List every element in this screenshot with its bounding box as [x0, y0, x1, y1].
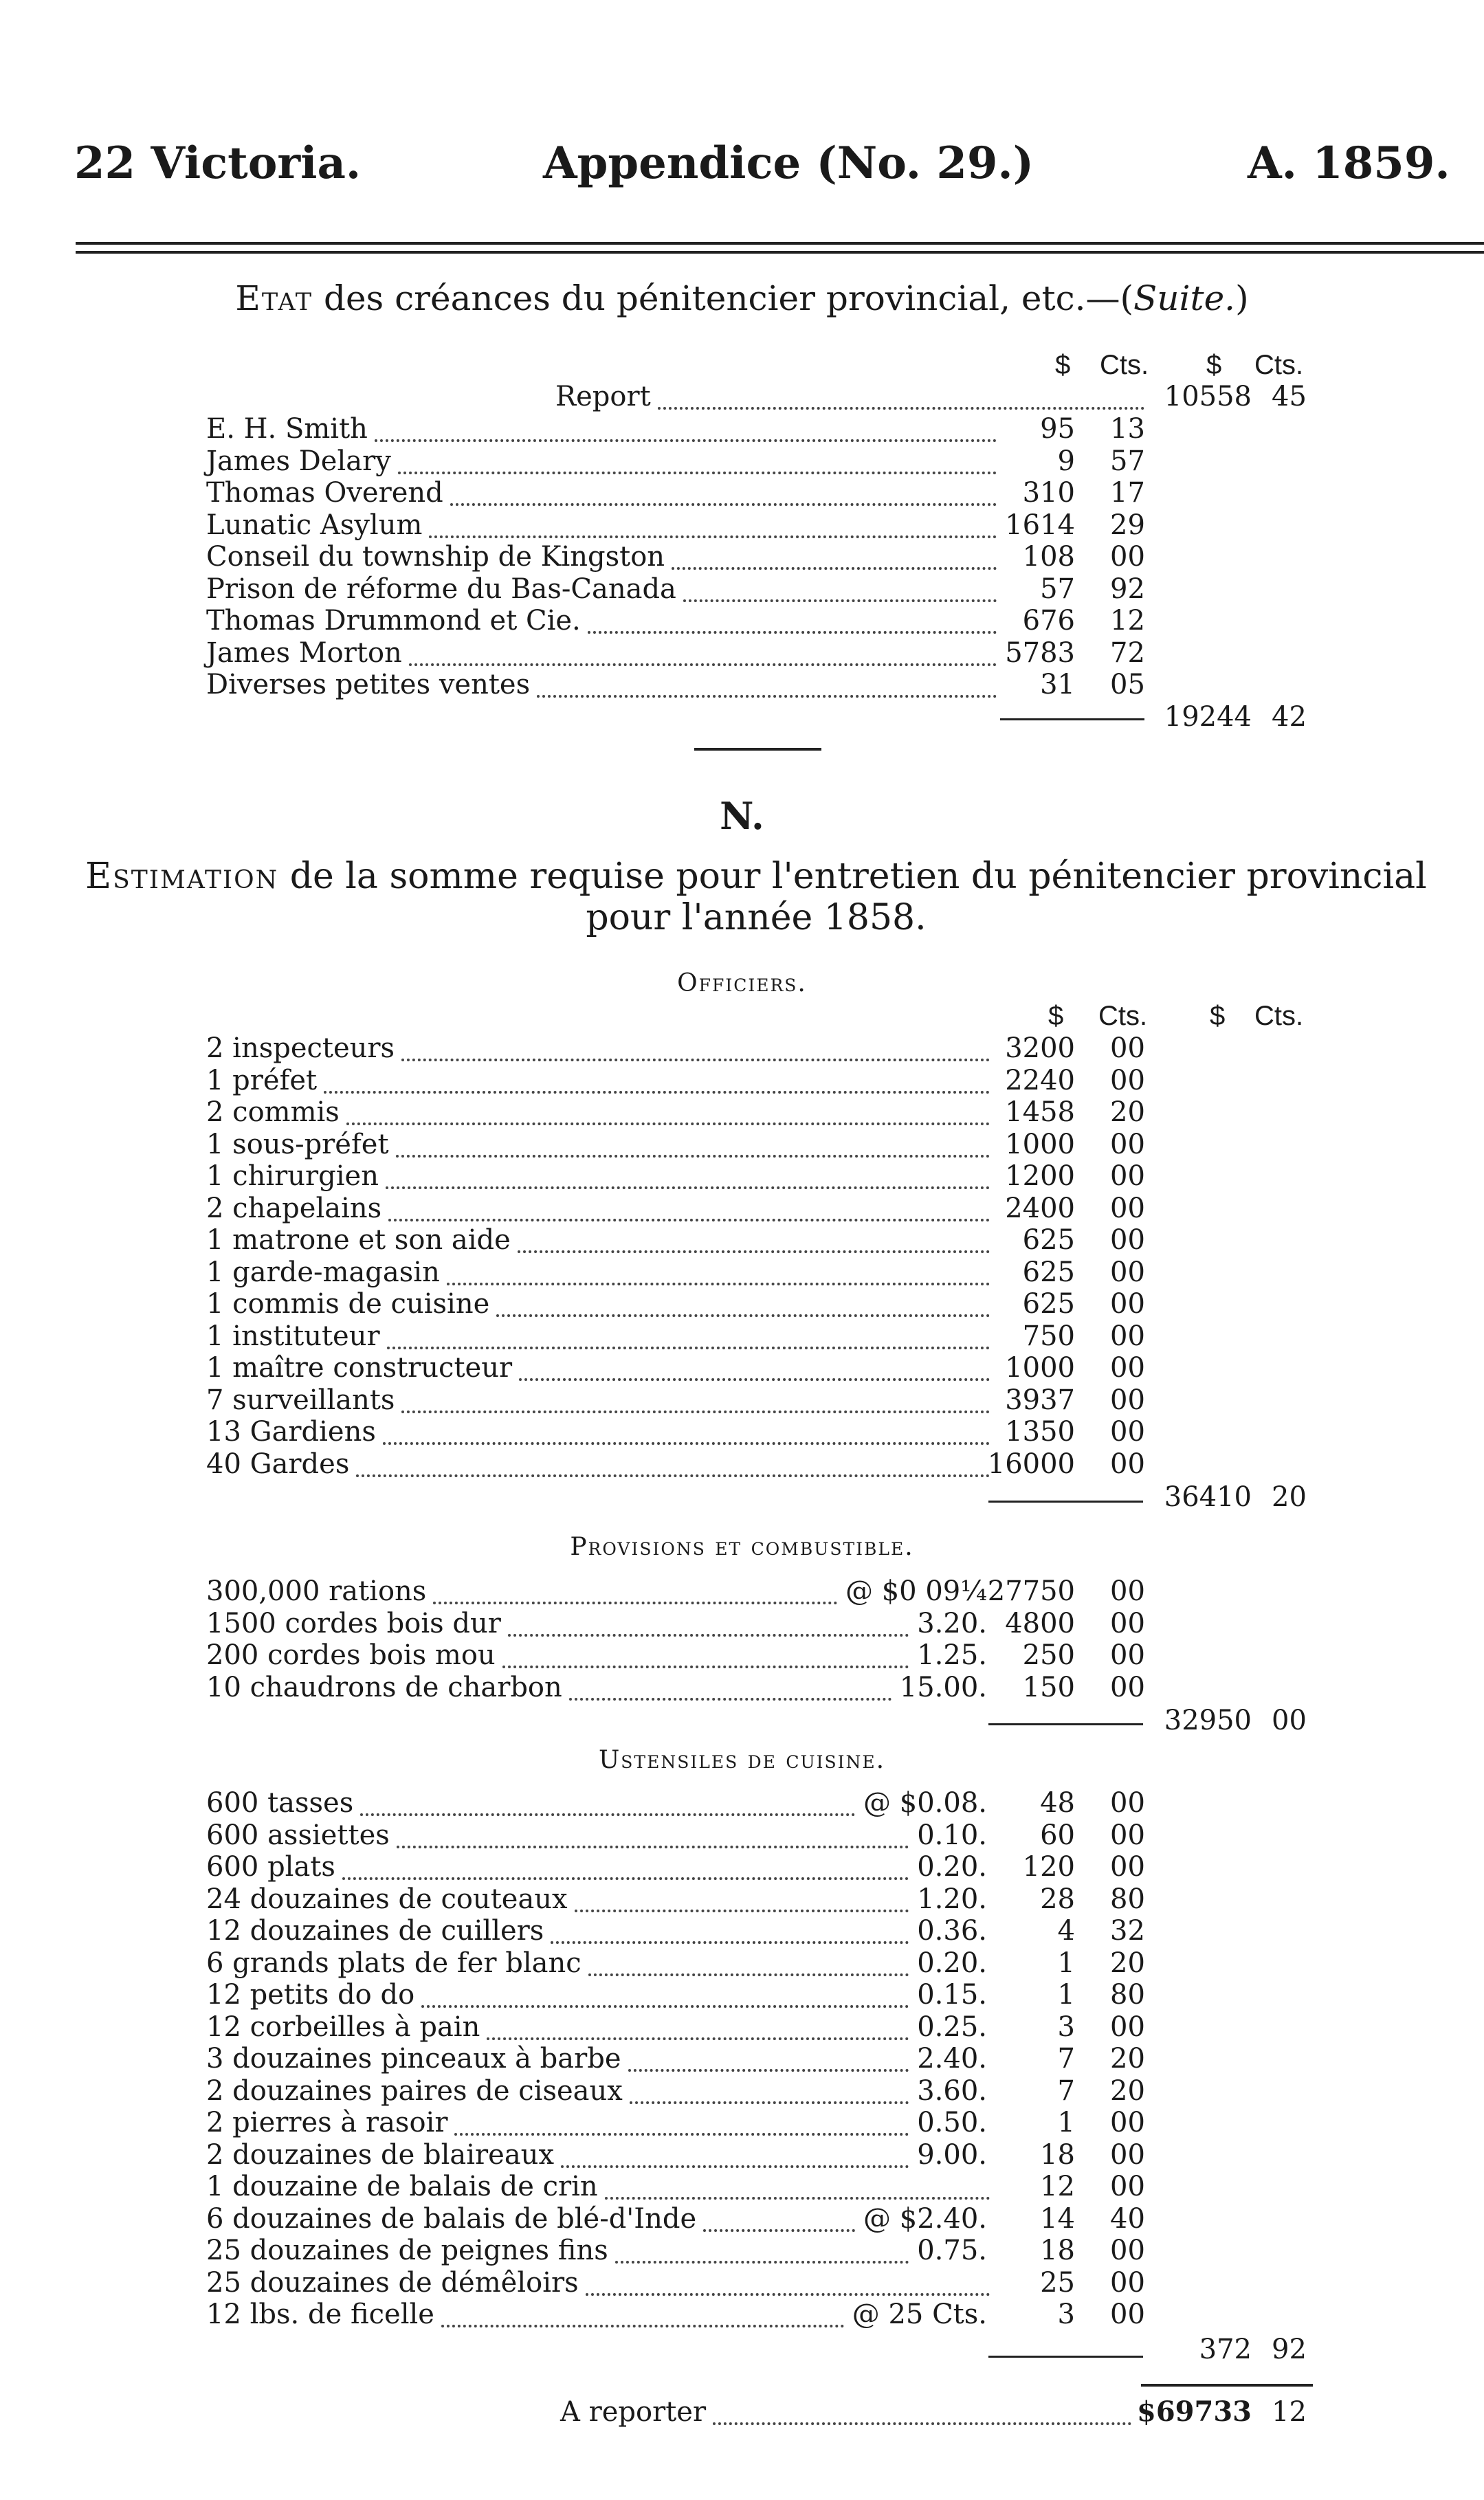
dot-leader	[508, 1627, 909, 1637]
dot-leader	[615, 2254, 909, 2264]
table-row	[0, 1416, 1484, 1448]
row-rate: @ $2.40.	[863, 2202, 987, 2235]
header-dollars: $	[1048, 1001, 1064, 1031]
row-label: 25 douzaines de peignes fins	[206, 2235, 608, 2266]
row-label: 1 maître constructeur	[206, 1352, 513, 1384]
row-dollars: 25	[1040, 2266, 1075, 2299]
dot-leader	[605, 2190, 990, 2200]
row-label: 13 Gardiens	[206, 1416, 376, 1448]
row-cents: 00	[1110, 1352, 1145, 1384]
table-row	[0, 1915, 1484, 1947]
table-row	[0, 1883, 1484, 1915]
table-row	[0, 605, 1484, 637]
dot-leader	[450, 496, 997, 506]
table-row	[0, 477, 1484, 509]
row-dollars: 676	[1022, 605, 1075, 637]
table-row	[0, 1448, 1484, 1480]
row-label: 24 douzaines de couteaux	[206, 1883, 568, 1915]
footer-row	[0, 2396, 1484, 2428]
header-dollars-total: $	[1210, 1001, 1226, 1031]
row-dollars: 3	[1057, 2011, 1075, 2043]
row-rate: 0.25.	[917, 2011, 987, 2043]
row-label: 7 surveillants	[206, 1384, 395, 1416]
row-dollars: 1	[1057, 1947, 1075, 1979]
row-cents: 00	[1110, 1384, 1145, 1416]
row-dollars: 28	[1040, 1883, 1075, 1915]
dot-leader	[346, 1116, 990, 1125]
row-rate: 3.20.	[917, 1607, 987, 1639]
row-dollars: 18	[1040, 2138, 1075, 2171]
row-rate: @ $0 09¼	[845, 1575, 987, 1607]
table-row	[0, 1384, 1484, 1416]
row-cents: 00	[1110, 1787, 1145, 1819]
row-dollars: 5783	[1005, 637, 1075, 669]
row-dollars: 250	[1022, 1639, 1075, 1671]
row-label: Lunatic Asylum	[206, 509, 423, 541]
row-cents: 80	[1110, 1883, 1145, 1915]
row-label: 6 douzaines de balais de blé-d'Inde	[206, 2202, 697, 2235]
table-row	[0, 1032, 1484, 1064]
row-dollars: 3	[1057, 2299, 1075, 2330]
table-row	[0, 2139, 1484, 2171]
row-label: 2 inspecteurs	[206, 1032, 395, 1064]
header-cents-total: Cts.	[1254, 350, 1304, 380]
dot-leader	[588, 624, 997, 634]
row-rate: 3.60.	[917, 2075, 987, 2107]
row-cents: 92	[1110, 573, 1145, 605]
row-cents: 29	[1110, 509, 1145, 541]
table-row	[0, 2171, 1484, 2202]
table-row	[0, 573, 1484, 605]
row-dollars: 625	[1022, 1288, 1075, 1320]
header-cents-total: Cts.	[1254, 1001, 1304, 1031]
row-dollars: 2400	[1005, 1192, 1075, 1224]
dot-leader	[551, 1934, 909, 1944]
row-cents: 00	[1110, 1320, 1145, 1352]
row-label: E. H. Smith	[206, 413, 368, 445]
subtotal-row	[0, 2334, 1484, 2365]
row-dollars: 1458	[1005, 1096, 1075, 1128]
row-label: Conseil du township de Kingston	[206, 541, 665, 573]
row-rate: @ 25 Cts.	[852, 2299, 987, 2330]
dot-leader	[487, 2031, 909, 2040]
row-dollars: 60	[1040, 1819, 1075, 1851]
table-row	[0, 2299, 1484, 2330]
row-dollars: 1200	[1005, 1160, 1075, 1192]
footer-label: A reporter	[560, 2396, 707, 2428]
row-label: Thomas Drummond et Cie.	[206, 605, 581, 637]
row-rate: 0.50.	[917, 2107, 987, 2138]
dot-leader	[630, 2094, 909, 2104]
row-rate: 0.75.	[917, 2235, 987, 2266]
row-dollars: 48	[1040, 1787, 1075, 1819]
row-label: 12 lbs. de ficelle	[206, 2299, 434, 2330]
row-label: 1 garde-magasin	[206, 1256, 440, 1288]
row-cents: 57	[1110, 445, 1145, 477]
row-label: 25 douzaines de démêloirs	[206, 2266, 579, 2299]
etat-title-lead: Etat	[235, 278, 313, 318]
row-dollars: 1	[1057, 2107, 1075, 2138]
dot-leader	[409, 656, 997, 666]
row-dollars: 120	[1022, 1851, 1075, 1883]
row-dollars: 16000	[987, 1448, 1075, 1480]
row-label: 600 tasses	[206, 1787, 354, 1819]
row-cents: 00	[1110, 1064, 1145, 1096]
row-cents: 00	[1110, 2138, 1145, 2171]
subtotal-cents: 92	[1272, 2334, 1307, 2365]
row-cents: 00	[1110, 1224, 1145, 1256]
report-dollars: 10558	[1164, 381, 1252, 412]
row-cents: 00	[1110, 1032, 1145, 1064]
row-dollars: 7	[1057, 2043, 1075, 2075]
row-dollars: 310	[1022, 477, 1075, 509]
dot-leader	[421, 1998, 909, 2008]
row-label: 10 chaudrons de charbon	[206, 1671, 562, 1703]
header-dollars: $	[1055, 350, 1071, 380]
table-row	[0, 2075, 1484, 2107]
row-cents: 00	[1110, 1851, 1145, 1883]
row-label: 1 préfet	[206, 1064, 318, 1096]
table-row	[0, 2203, 1484, 2235]
dot-leader	[537, 688, 997, 698]
table-row	[0, 1575, 1484, 1607]
row-label: 12 douzaines de cuillers	[206, 1915, 544, 1947]
dot-leader	[454, 2126, 909, 2136]
row-label: 2 pierres à rasoir	[206, 2107, 448, 2138]
table-row	[0, 2107, 1484, 2138]
dot-leader	[658, 400, 1144, 410]
column-headers	[0, 349, 1484, 381]
table-row	[0, 1288, 1484, 1320]
row-dollars: 18	[1040, 2235, 1075, 2266]
dot-leader	[672, 560, 997, 570]
dot-leader	[569, 1691, 891, 1701]
row-cents: 00	[1110, 1607, 1145, 1639]
row-label: 1 chirurgien	[206, 1160, 379, 1192]
footer-rule	[1141, 2384, 1313, 2387]
row-label: 2 chapelains	[206, 1192, 382, 1224]
row-cents: 13	[1110, 413, 1145, 445]
row-dollars: 1000	[1005, 1352, 1075, 1384]
header-dollars-total: $	[1206, 350, 1222, 380]
dot-leader	[360, 1806, 855, 1816]
row-label: Thomas Overend	[206, 477, 443, 509]
report-row	[0, 381, 1484, 412]
row-rate: 0.20.	[917, 1947, 987, 1979]
dot-leader	[429, 529, 997, 538]
row-label: 2 douzaines de blaireaux	[206, 2138, 554, 2171]
ustensiles-heading: Ustensiles de cuisine.	[598, 1746, 886, 1774]
row-rate: 0.20.	[917, 1851, 987, 1883]
etat-title	[0, 278, 1484, 318]
dot-leader	[588, 1967, 909, 1976]
dot-leader	[356, 1468, 990, 1477]
row-dollars: 27750	[987, 1575, 1075, 1607]
dot-leader	[703, 2222, 855, 2232]
row-dollars: 9	[1057, 445, 1075, 477]
row-dollars: 4800	[1005, 1607, 1075, 1639]
table-row	[0, 1193, 1484, 1224]
row-cents: 00	[1110, 2011, 1145, 2043]
row-cents: 00	[1110, 1575, 1145, 1607]
table-row	[0, 1129, 1484, 1160]
row-label: 12 corbeilles à pain	[206, 2011, 480, 2043]
subtotal-cents: 00	[1272, 1705, 1307, 1736]
dot-leader	[386, 1180, 990, 1189]
row-cents: 00	[1110, 1416, 1145, 1448]
table-row	[0, 1065, 1484, 1096]
table-row	[0, 1672, 1484, 1703]
row-rate: 0.15.	[917, 1979, 987, 2011]
row-dollars: 14	[1040, 2202, 1075, 2235]
dot-leader	[502, 1659, 909, 1668]
row-label: 1 matrone et son aide	[206, 1224, 511, 1256]
dot-leader	[519, 1371, 990, 1381]
row-cents: 20	[1110, 2075, 1145, 2107]
table-row	[0, 509, 1484, 541]
row-cents: 00	[1110, 1639, 1145, 1671]
table-row	[0, 1639, 1484, 1671]
dot-leader	[398, 465, 997, 474]
row-cents: 00	[1110, 2171, 1145, 2202]
header-appendix: Appendice (No. 29.)	[543, 137, 1034, 189]
table-row	[0, 669, 1484, 700]
row-rate: 2.40.	[917, 2043, 987, 2075]
table-row	[0, 1851, 1484, 1883]
report-label: Report	[555, 381, 651, 412]
table-row	[0, 1320, 1484, 1352]
row-dollars: 31	[1040, 669, 1075, 700]
row-cents: 72	[1110, 637, 1145, 669]
row-label: 12 petits do do	[206, 1979, 415, 2011]
row-cents: 17	[1110, 477, 1145, 509]
header-cents: Cts.	[1100, 350, 1149, 380]
row-dollars: 95	[1040, 413, 1075, 445]
row-cents: 12	[1110, 605, 1145, 637]
row-dollars: 1614	[1005, 509, 1075, 541]
row-label: 200 cordes bois mou	[206, 1639, 496, 1671]
header-rule-bottom	[76, 251, 1484, 254]
dot-leader	[401, 1404, 990, 1413]
row-label: 1 sous-préfet	[206, 1128, 389, 1160]
row-label: 1 commis de cuisine	[206, 1288, 490, 1320]
subtotal-row	[0, 1705, 1484, 1736]
table-row	[0, 2235, 1484, 2266]
table-row	[0, 541, 1484, 573]
row-rate: 1.25.	[917, 1639, 987, 1671]
row-dollars: 3200	[1005, 1032, 1075, 1064]
estimation-title-text: de la somme requise pour l'entretien du pénitencier provincial pour l'année 1858.	[278, 856, 1427, 938]
header-year: A. 1859.	[1248, 137, 1450, 189]
table-row	[0, 1257, 1484, 1288]
row-dollars: 1000	[1005, 1128, 1075, 1160]
subtotal-row	[0, 1481, 1484, 1513]
row-dollars: 150	[1022, 1671, 1075, 1703]
officiers-heading: Officiers.	[677, 969, 807, 997]
row-dollars: 625	[1022, 1256, 1075, 1288]
footer-cents: 12	[1272, 2396, 1307, 2428]
dot-leader	[342, 1870, 909, 1880]
table-row	[0, 2011, 1484, 2043]
row-cents: 00	[1110, 1192, 1145, 1224]
row-label: Prison de réforme du Bas-Canada	[206, 573, 676, 605]
etat-title-text: des créances du pénitencier provincial, etc.—(	[313, 278, 1134, 318]
row-dollars: 625	[1022, 1224, 1075, 1256]
header-rule-top	[76, 242, 1484, 245]
row-cents: 00	[1110, 1160, 1145, 1192]
row-cents: 32	[1110, 1915, 1145, 1947]
row-dollars: 1350	[1005, 1416, 1075, 1448]
row-cents: 00	[1110, 2107, 1145, 2138]
dot-leader	[401, 1052, 990, 1061]
row-rate: 15.00.	[899, 1671, 987, 1703]
subtotal-dollars: 19244	[1164, 701, 1252, 733]
section-separator	[694, 748, 821, 751]
dot-leader	[561, 2158, 909, 2168]
row-rate: 0.10.	[917, 1819, 987, 1851]
table-row	[0, 1819, 1484, 1851]
row-rate: 9.00.	[917, 2138, 987, 2171]
row-dollars: 57	[1040, 573, 1075, 605]
estimation-title-lead: Estimation	[85, 856, 279, 897]
row-label: 6 grands plats de fer blanc	[206, 1947, 582, 1979]
row-label: 1 instituteur	[206, 1320, 380, 1352]
header-cents: Cts.	[1098, 1001, 1148, 1031]
row-label: 600 assiettes	[206, 1819, 390, 1851]
row-cents: 00	[1110, 1819, 1145, 1851]
table-row	[0, 1608, 1484, 1639]
estimation-title	[72, 856, 1440, 938]
dot-leader	[388, 1212, 990, 1221]
etat-title-close: )	[1235, 278, 1249, 318]
table-row	[0, 1352, 1484, 1384]
row-dollars: 4	[1057, 1915, 1075, 1947]
row-cents: 00	[1110, 1288, 1145, 1320]
footer-dollars: $69733	[1137, 2396, 1252, 2428]
header-session: 22 Victoria.	[74, 137, 362, 189]
dot-leader	[447, 1276, 990, 1285]
row-label: 3 douzaines pinceaux à barbe	[206, 2043, 621, 2075]
etat-title-suite: Suite.	[1133, 278, 1236, 318]
row-rate: @ $0.08.	[863, 1787, 987, 1819]
row-cents: 00	[1110, 2266, 1145, 2299]
row-cents: 00	[1110, 1128, 1145, 1160]
row-cents: 00	[1110, 541, 1145, 573]
row-label: 40 Gardes	[206, 1448, 350, 1480]
subtotal-dollars: 372	[1199, 2334, 1252, 2365]
row-cents: 40	[1110, 2202, 1145, 2235]
dot-leader	[713, 2415, 1131, 2425]
dot-leader	[396, 1148, 990, 1158]
row-dollars: 750	[1022, 1320, 1075, 1352]
table-row	[0, 2267, 1484, 2299]
dot-leader	[375, 432, 997, 442]
table-row	[0, 1979, 1484, 2011]
dot-leader	[324, 1084, 990, 1094]
row-rate: 1.20.	[917, 1883, 987, 1915]
table-row	[0, 1947, 1484, 1979]
row-cents: 00	[1110, 2235, 1145, 2266]
row-cents: 20	[1110, 1096, 1145, 1128]
row-cents: 20	[1110, 1947, 1145, 1979]
row-label: 600 plats	[206, 1851, 335, 1883]
row-label: James Delary	[206, 445, 391, 477]
subtotal-dollars: 32950	[1164, 1705, 1252, 1736]
table-row	[0, 445, 1484, 477]
dot-leader	[387, 1340, 990, 1349]
row-label: 1500 cordes bois dur	[206, 1607, 501, 1639]
row-cents: 00	[1110, 1256, 1145, 1288]
row-cents: 00	[1110, 1671, 1145, 1703]
dot-leader	[433, 1595, 837, 1604]
section-letter: N.	[720, 794, 764, 838]
report-cents: 45	[1272, 381, 1307, 412]
dot-leader	[496, 1307, 990, 1317]
row-cents: 80	[1110, 1979, 1145, 2011]
dot-leader	[683, 593, 997, 602]
row-label: 1 douzaine de balais de crin	[206, 2171, 598, 2202]
subtotal-cents: 20	[1272, 1481, 1307, 1513]
row-dollars: 108	[1022, 541, 1075, 573]
row-cents: 00	[1110, 1448, 1145, 1480]
column-headers	[0, 1000, 1484, 1032]
dot-leader	[397, 1839, 909, 1848]
table-row	[0, 1224, 1484, 1256]
dot-leader	[518, 1243, 990, 1253]
table-row	[0, 1096, 1484, 1128]
dot-leader	[586, 2286, 990, 2296]
subtotal-row	[0, 701, 1484, 733]
subtotal-dollars: 36410	[1164, 1481, 1252, 1513]
row-rate: 0.36.	[917, 1915, 987, 1947]
row-cents: 20	[1110, 2043, 1145, 2075]
row-label: James Morton	[206, 637, 402, 669]
row-cents: 05	[1110, 669, 1145, 700]
subtotal-cents: 42	[1272, 701, 1307, 733]
row-dollars: 3937	[1005, 1384, 1075, 1416]
row-dollars: 2240	[1005, 1064, 1075, 1096]
row-dollars: 7	[1057, 2075, 1075, 2107]
row-dollars: 1	[1057, 1979, 1075, 2011]
dot-leader	[575, 1903, 909, 1912]
dot-leader	[628, 2062, 909, 2072]
table-row	[0, 2043, 1484, 2075]
row-label: 300,000 rations	[206, 1575, 427, 1607]
table-row	[0, 413, 1484, 445]
row-label: 2 douzaines paires de ciseaux	[206, 2075, 623, 2107]
dot-leader	[383, 1435, 990, 1445]
table-row	[0, 1160, 1484, 1192]
row-dollars: 12	[1040, 2171, 1075, 2202]
row-cents: 00	[1110, 2299, 1145, 2330]
row-label: 2 commis	[206, 1096, 340, 1128]
dot-leader	[441, 2318, 844, 2327]
table-row	[0, 637, 1484, 669]
provisions-heading: Provisions et combustible.	[570, 1533, 914, 1561]
table-row	[0, 1787, 1484, 1819]
row-label: Diverses petites ventes	[206, 669, 531, 700]
